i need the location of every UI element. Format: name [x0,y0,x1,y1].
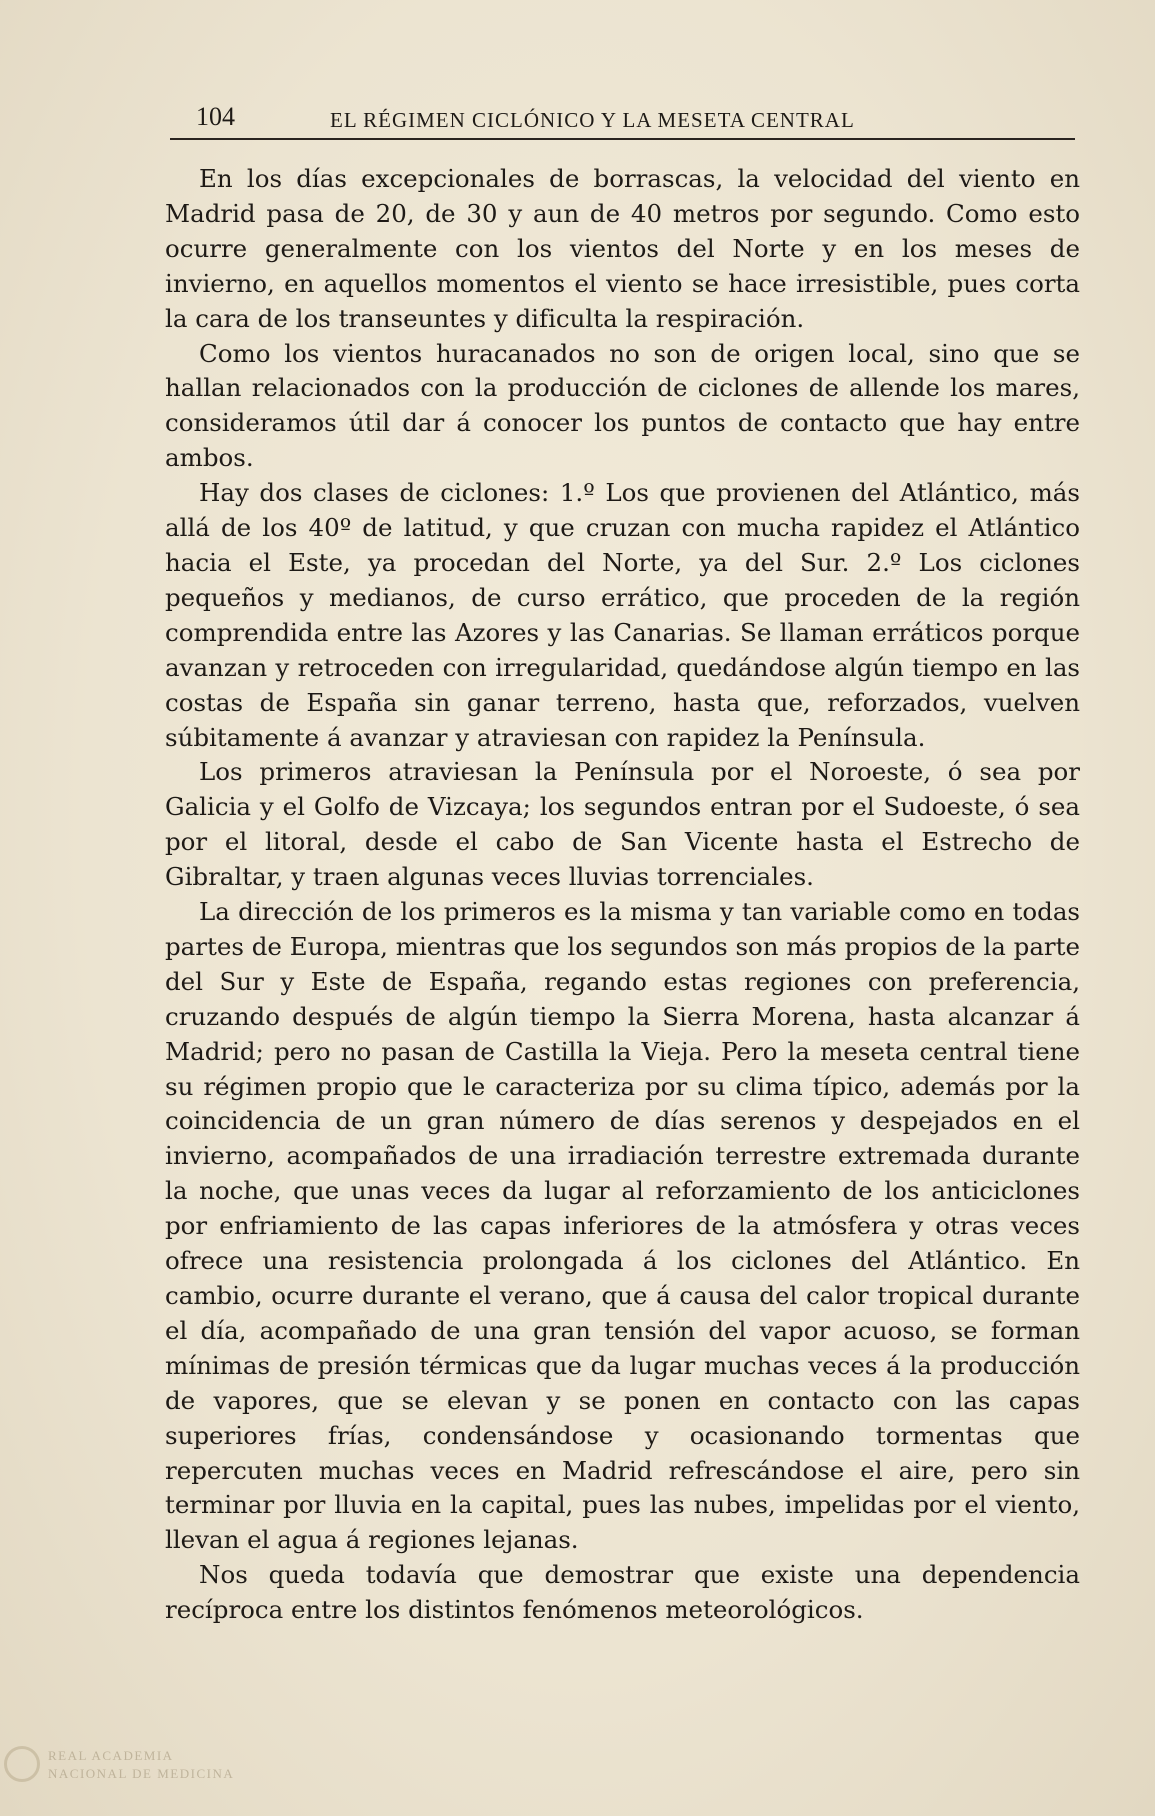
watermark-line-1: REAL ACADEMIA [48,1748,174,1763]
body-text [165,162,1080,1628]
paragraph-5: La dirección de los primeros es la misma y tan variable como en todas partes de Europa, mientras que los segundos son más propios de la parte del Sur y Este de España, regando estas regiones con preferencia, cruzando después de algún tiempo la Sierra Morena, hasta alcanzar á Madrid; pero no pasan de Castilla la Vieja. Pero la meseta central tiene su régimen propio que le caracteriza por su clima típico, además por la coincidencia de un gran número de días serenos y despejados en el invierno, acompañados de una irradiación terrestre extremada durante la noche, que unas veces da lugar al reforzamiento de los anticiclones por enfriamiento de las capas inferiores de la atmósfera y otras veces ofrece una resistencia prolongada á los ciclones del Atlántico. En cambio, ocurre durante el verano, que á causa del calor tropical durante el día, acompañado de una gran tensión del vapor acuoso, se forman mínimas de presión térmicas que da lugar muchas veces á la producción de vapores, que se elevan y se ponen en contacto con las capas superiores frías, condensándose y ocasionando tormentas que repercuten muchas veces en Madrid refrescándose el aire, pero sin terminar por lluvia en la capital, pues las nubes, impelidas por el viento, llevan el agua á regiones lejanas. [165,897,1080,1555]
library-watermark [4,1740,234,1810]
watermark-line-2: NACIONAL DE MEDICINA [48,1766,235,1781]
paragraph-3: Hay dos clases de ciclones: 1.º Los que provienen del Atlántico, más allá de los 40º de latitud, y que cruzan con mucha rapidez el Atlántico hacia el Este, ya procedan del Norte, ya del Sur. 2.º Los ciclones pequeños y medianos, de curso errático, que proceden de la región comprendida entre las Azores y las Canarias. Se llaman erráticos porque avanzan y retroceden con irregularidad, quedándose algún tiempo en las costas de España sin ganar terreno, hasta que, reforzados, vuelven súbitamente á avanzar y atraviesan con rapidez la Península. [165,478,1080,752]
running-title: EL RÉGIMEN CICLÓNICO Y LA MESETA CENTRAL [330,108,855,132]
running-head [170,98,1075,140]
seal-icon [4,1746,40,1782]
paragraph-6: Nos queda todavía que demostrar que existe una dependencia recíproca entre los distintos fenómenos meteorológicos. [165,1560,1080,1625]
paragraph-1: En los días excepcionales de borrascas, la velocidad del viento en Madrid pasa de 20, de 30 y aun de 40 metros por segundo. Como esto ocurre generalmente con los vientos del Norte y en los meses de invierno, en aquellos momentos el viento se hace irresistible, pues corta la cara de los transeuntes y dificulta la respiración. [165,164,1080,333]
page-number: 104 [196,102,235,131]
paragraph-2: Como los vientos huracanados no son de origen local, sino que se hallan relacionados con la producción de ciclones de allende los mares, consideramos útil dar á conocer los puntos de contacto que hay entre ambos. [165,338,1080,473]
paragraph-4: Los primeros atraviesan la Península por el Noroeste, ó sea por Galicia y el Golfo de Vizcaya; los segundos entran por el Sudoeste, ó sea por el litoral, desde el cabo de San Vicente hasta el Estrecho de Gibraltar, y traen algunas veces lluvias torrenciales. [165,757,1080,892]
